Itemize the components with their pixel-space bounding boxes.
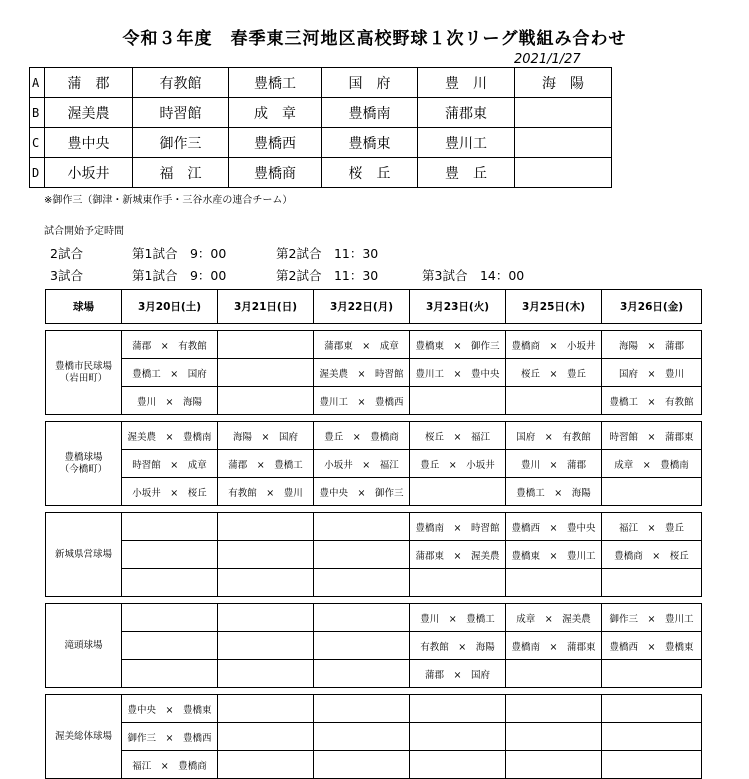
match-cell: 渥美農 × 時習館 <box>314 359 410 387</box>
team-name: 蒲 郡 <box>45 68 133 98</box>
group-row <box>30 128 612 158</box>
spacer-cell <box>506 506 602 513</box>
match-cell <box>602 751 702 779</box>
start-time-title: 試合開始予定時間 <box>44 226 124 237</box>
match-cell: 豊川 × 海陽 <box>122 387 218 415</box>
match-cell <box>314 513 410 541</box>
match-cell: 豊橋南 × 蒲郡東 <box>506 632 602 660</box>
schedule-table <box>45 289 702 779</box>
match-cell: 蒲郡 × 豊橋工 <box>218 450 314 478</box>
match-cell: 豊川工 × 豊橋西 <box>314 387 410 415</box>
spacer-cell <box>410 597 506 604</box>
spacer-cell <box>46 415 122 422</box>
schedule-row <box>46 569 702 597</box>
spacer-cell <box>314 415 410 422</box>
venue-name-line: 渥美総体球場 <box>54 730 112 742</box>
spacer-cell <box>218 688 314 695</box>
venue-spacer <box>46 597 702 604</box>
schedule-row <box>46 632 702 660</box>
match-cell <box>314 751 410 779</box>
schedule-row <box>46 422 702 450</box>
match-cell: 蒲郡東 × 成章 <box>314 331 410 359</box>
match-cell <box>218 632 314 660</box>
start-time-label: 2試合 <box>50 246 83 261</box>
spacer-cell <box>122 597 218 604</box>
match-cell: 豊橋東 × 豊川工 <box>506 541 602 569</box>
spacer-cell <box>218 506 314 513</box>
group-row <box>30 98 612 128</box>
team-name: 福 江 <box>133 158 229 188</box>
date-header: 3月21日(日) <box>218 290 314 324</box>
venue-name-line: 滝頭球場 <box>64 639 103 651</box>
match-cell: 時習館 × 成章 <box>122 450 218 478</box>
schedule-row <box>46 450 702 478</box>
match-cell: 豊中央 × 御作三 <box>314 478 410 506</box>
spacer-cell <box>122 415 218 422</box>
match-cell: 国府 × 有教館 <box>506 422 602 450</box>
group-label: C <box>30 128 45 158</box>
team-name: 豊橋南 <box>322 98 418 128</box>
team-name: 有教館 <box>133 68 229 98</box>
match-cell <box>218 331 314 359</box>
venue-name <box>46 331 122 415</box>
venue-name-line: 新城県営球場 <box>54 548 112 560</box>
match-cell: 豊川工 × 豊中央 <box>410 359 506 387</box>
match-cell <box>218 513 314 541</box>
team-name: 豊橋商 <box>229 158 322 188</box>
match-cell <box>218 387 314 415</box>
match-cell <box>314 541 410 569</box>
team-name: 渥美農 <box>45 98 133 128</box>
schedule-header-row <box>46 290 702 324</box>
match-cell <box>218 660 314 688</box>
spacer-cell <box>314 506 410 513</box>
schedule-row <box>46 513 702 541</box>
match-cell: 豊川 × 蒲郡 <box>506 450 602 478</box>
spacer-cell <box>410 688 506 695</box>
schedule-row <box>46 723 702 751</box>
venue-spacer <box>46 324 702 331</box>
start-time-slot: 第2試合 11：30 <box>276 246 379 261</box>
spacer-cell <box>122 324 218 331</box>
venue-spacer <box>46 506 702 513</box>
match-cell <box>122 513 218 541</box>
spacer-cell <box>46 506 122 513</box>
match-cell <box>410 751 506 779</box>
venue-name <box>46 422 122 506</box>
spacer-cell <box>314 688 410 695</box>
schedule-row <box>46 331 702 359</box>
start-time-label: 3試合 <box>50 268 83 283</box>
spacer-cell <box>218 597 314 604</box>
page-title: 令和３年度 春季東三河地区高校野球１次リーグ戦組み合わせ <box>122 29 627 49</box>
match-cell <box>314 723 410 751</box>
match-cell: 豊丘 × 小坂井 <box>410 450 506 478</box>
match-cell <box>218 604 314 632</box>
match-cell <box>506 695 602 723</box>
match-cell <box>314 660 410 688</box>
match-cell <box>410 723 506 751</box>
match-cell: 豊中央 × 豊橋東 <box>122 695 218 723</box>
group-table <box>29 67 612 188</box>
team-name: 豊川工 <box>418 128 515 158</box>
date-header: 3月22日(月) <box>314 290 410 324</box>
match-cell: 豊橋西 × 豊橋東 <box>602 632 702 660</box>
schedule-row <box>46 359 702 387</box>
venue-name-line: （今橋町） <box>59 463 108 475</box>
team-name: 豊橋西 <box>229 128 322 158</box>
match-cell: 成章 × 渥美農 <box>506 604 602 632</box>
team-name: 豊橋東 <box>322 128 418 158</box>
match-cell: 豊橋東 × 御作三 <box>410 331 506 359</box>
team-name: 豊 川 <box>418 68 515 98</box>
match-cell <box>506 751 602 779</box>
spacer-cell <box>602 324 702 331</box>
team-name: 豊中央 <box>45 128 133 158</box>
team-name: 蒲郡東 <box>418 98 515 128</box>
match-cell: 成章 × 豊橋南 <box>602 450 702 478</box>
match-cell <box>122 660 218 688</box>
spacer-cell <box>410 324 506 331</box>
date-header: 3月26日(金) <box>602 290 702 324</box>
match-cell: 蒲郡東 × 渥美農 <box>410 541 506 569</box>
match-cell: 豊丘 × 豊橋商 <box>314 422 410 450</box>
schedule-row <box>46 660 702 688</box>
match-cell <box>602 695 702 723</box>
spacer-cell <box>218 415 314 422</box>
match-cell: 福江 × 豊橋商 <box>122 751 218 779</box>
schedule-row <box>46 541 702 569</box>
venue-name-line: （岩田町） <box>59 372 108 384</box>
match-cell <box>218 359 314 387</box>
venue-name <box>46 513 122 597</box>
team-name: 桜 丘 <box>322 158 418 188</box>
spacer-cell <box>506 688 602 695</box>
spacer-cell <box>602 597 702 604</box>
match-cell: 有教館 × 豊川 <box>218 478 314 506</box>
document-date: 2021/1/27 <box>514 52 581 67</box>
match-cell: 海陽 × 蒲郡 <box>602 331 702 359</box>
spacer-cell <box>602 688 702 695</box>
spacer-cell <box>506 415 602 422</box>
start-time-slot: 第1試合 9：00 <box>132 268 227 283</box>
spacer-cell <box>46 597 122 604</box>
team-name: 海 陽 <box>515 68 612 98</box>
team-name: 小坂井 <box>45 158 133 188</box>
match-cell: 桜丘 × 福江 <box>410 422 506 450</box>
match-cell: 国府 × 豊川 <box>602 359 702 387</box>
start-time-slot: 第2試合 11：30 <box>276 268 379 283</box>
match-cell: 渥美農 × 豊橋南 <box>122 422 218 450</box>
match-cell <box>602 723 702 751</box>
spacer-cell <box>602 415 702 422</box>
spacer-cell <box>314 597 410 604</box>
schedule-row <box>46 604 702 632</box>
match-cell <box>602 478 702 506</box>
schedule-row <box>46 478 702 506</box>
match-cell: 御作三 × 豊橋西 <box>122 723 218 751</box>
group-label: A <box>30 68 45 98</box>
group-label: B <box>30 98 45 128</box>
match-cell <box>410 695 506 723</box>
match-cell <box>410 569 506 597</box>
date-header: 3月20日(土) <box>122 290 218 324</box>
match-cell: 豊橋工 × 国府 <box>122 359 218 387</box>
spacer-cell <box>46 324 122 331</box>
match-cell <box>602 569 702 597</box>
spacer-cell <box>506 324 602 331</box>
match-cell <box>314 632 410 660</box>
spacer-cell <box>506 597 602 604</box>
start-time-slot: 第3試合 14：00 <box>422 268 525 283</box>
team-name <box>515 128 612 158</box>
spacer-cell <box>314 324 410 331</box>
match-cell: 豊川 × 豊橋工 <box>410 604 506 632</box>
joint-team-note: ※御作三（御津・新城東作手・三谷水産の連合チーム） <box>44 195 293 206</box>
spacer-cell <box>122 506 218 513</box>
match-cell: 小坂井 × 福江 <box>314 450 410 478</box>
team-name <box>515 158 612 188</box>
match-cell <box>506 569 602 597</box>
match-cell <box>218 569 314 597</box>
match-cell <box>314 569 410 597</box>
group-label: D <box>30 158 45 188</box>
date-header: 3月25日(木) <box>506 290 602 324</box>
spacer-cell <box>410 506 506 513</box>
match-cell: 時習館 × 蒲郡東 <box>602 422 702 450</box>
match-cell <box>218 723 314 751</box>
match-cell: 福江 × 豊丘 <box>602 513 702 541</box>
schedule-row <box>46 695 702 723</box>
venue-name <box>46 604 122 688</box>
match-cell: 有教館 × 海陽 <box>410 632 506 660</box>
match-cell <box>314 695 410 723</box>
schedule-row <box>46 387 702 415</box>
start-time-slot: 第1試合 9：00 <box>132 246 227 261</box>
match-cell <box>506 723 602 751</box>
match-cell <box>122 541 218 569</box>
match-cell <box>314 604 410 632</box>
venue-spacer <box>46 415 702 422</box>
team-name: 御作三 <box>133 128 229 158</box>
schedule-row <box>46 751 702 779</box>
match-cell <box>602 660 702 688</box>
match-cell: 豊橋工 × 有教館 <box>602 387 702 415</box>
match-cell: 蒲郡 × 国府 <box>410 660 506 688</box>
match-cell: 豊橋南 × 時習館 <box>410 513 506 541</box>
group-row <box>30 68 612 98</box>
match-cell: 豊橋西 × 豊中央 <box>506 513 602 541</box>
venue-name <box>46 695 122 779</box>
spacer-cell <box>218 324 314 331</box>
match-cell <box>506 387 602 415</box>
team-name <box>515 98 612 128</box>
spacer-cell <box>122 688 218 695</box>
match-cell: 蒲郡 × 有教館 <box>122 331 218 359</box>
venue-spacer <box>46 688 702 695</box>
group-row <box>30 158 612 188</box>
match-cell <box>218 751 314 779</box>
match-cell <box>218 541 314 569</box>
match-cell: 御作三 × 豊川工 <box>602 604 702 632</box>
match-cell: 海陽 × 国府 <box>218 422 314 450</box>
team-name: 豊橋工 <box>229 68 322 98</box>
match-cell <box>410 387 506 415</box>
match-cell <box>506 660 602 688</box>
spacer-cell <box>410 415 506 422</box>
match-cell: 豊橋商 × 小坂井 <box>506 331 602 359</box>
team-name: 時習館 <box>133 98 229 128</box>
match-cell <box>122 604 218 632</box>
match-cell <box>410 478 506 506</box>
match-cell: 小坂井 × 桜丘 <box>122 478 218 506</box>
team-name: 豊 丘 <box>418 158 515 188</box>
match-cell <box>218 695 314 723</box>
venue-name-line: 豊橋市民球場 <box>54 360 112 372</box>
team-name: 国 府 <box>322 68 418 98</box>
spacer-cell <box>602 506 702 513</box>
venue-header: 球場 <box>46 290 122 324</box>
venue-name-line: 豊橋球場 <box>64 451 103 463</box>
match-cell: 桜丘 × 豊丘 <box>506 359 602 387</box>
match-cell: 豊橋工 × 海陽 <box>506 478 602 506</box>
match-cell <box>122 632 218 660</box>
match-cell: 豊橋商 × 桜丘 <box>602 541 702 569</box>
date-header: 3月23日(火) <box>410 290 506 324</box>
match-cell <box>122 569 218 597</box>
spacer-cell <box>46 688 122 695</box>
team-name: 成 章 <box>229 98 322 128</box>
